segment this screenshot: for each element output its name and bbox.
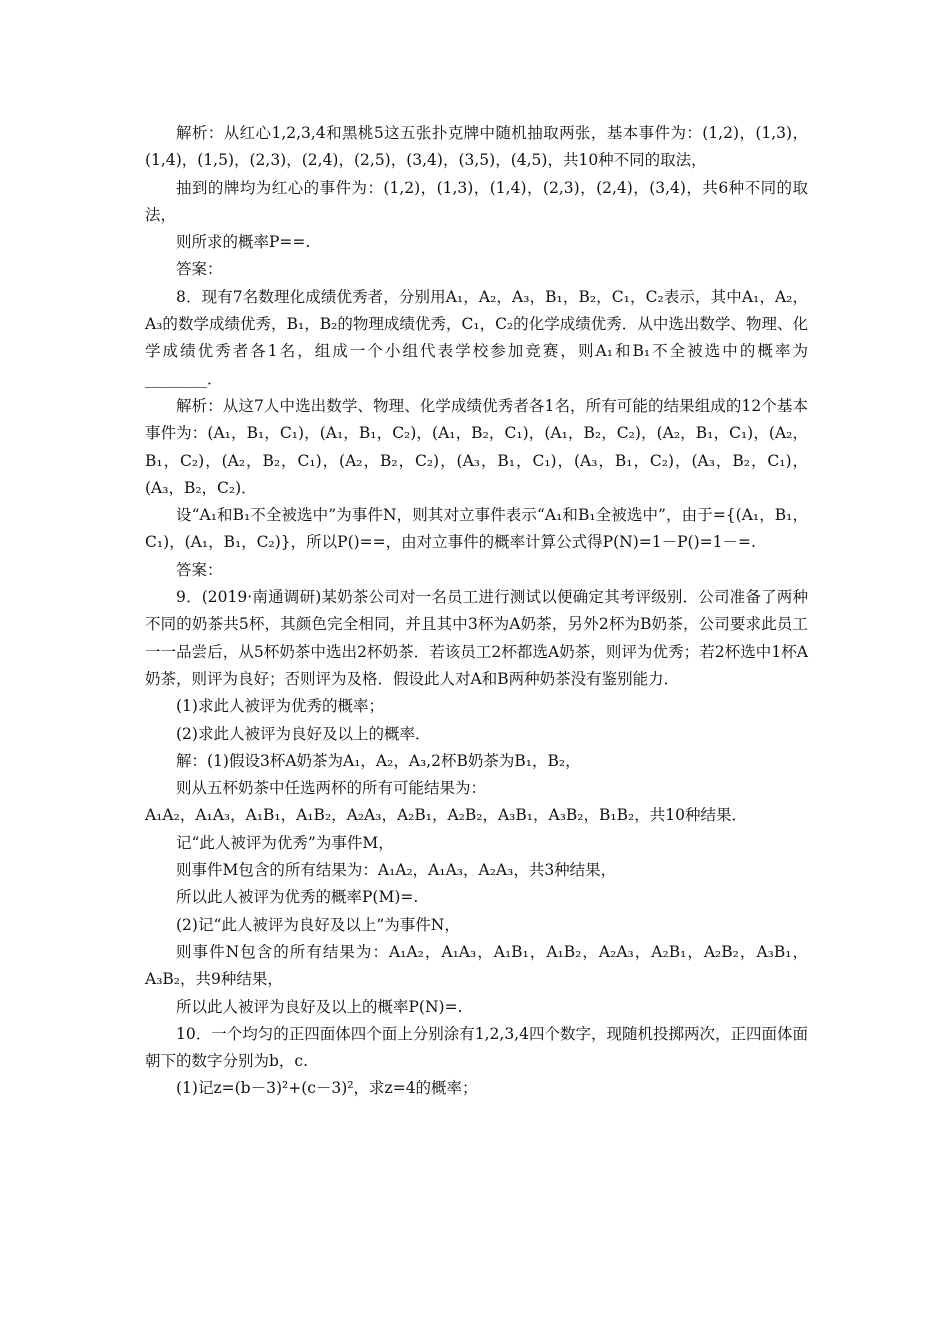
- paragraph: 解：(1)假设3杯A奶茶为A₁，A₂，A₃,2杯B奶茶为B₁，B₂，: [176, 751, 581, 770]
- paragraph: (2)求此人被评为良好及以上的概率．: [176, 724, 431, 743]
- paragraph: 则从五杯奶茶中任选两杯的所有可能结果为：: [176, 779, 487, 798]
- paragraph: 设“A₁和B₁不全被选中”为事件N，则其对立事件表示“A₁和B₁全被选中”，由于={(A₁，B₁，C₁)，(A₁，B₁，C₂)}，所以P()==，由对立事件的概率计算公式得P(N)=1－P()=1－=.: [145, 506, 808, 552]
- paragraph: 解析：从这7人中选出数学、物理、化学成绩优秀者各1名，所有可能的结果组成的12个基本事件为：(A₁，B₁，C₁)，(A₁，B₁，C₂)，(A₁，B₂，C₁)，(A₁，B₂，C₂)，(A₂，B₁，C₁)，(A₂，B₁，C₂)，(A₂，B₂，C₁)，(A₂，B₂，C₂)，(A₃，B₁，C₁)，(A₃，B₁，C₂)，(A₃，B₂，C₁)，(A₃，B₂，C₂)．: [145, 396, 808, 497]
- paragraph: (2)记“此人被评为良好及以上”为事件N，: [176, 915, 460, 934]
- paragraph: 抽到的牌均为红心的事件为：(1,2)，(1,3)，(1,4)，(2,3)，(2,4)，(3,4)，共6种不同的取法，: [145, 178, 808, 224]
- paragraph: 所以此人被评为良好及以上的概率P(N)=.: [176, 997, 463, 1016]
- paragraph: 所以此人被评为优秀的概率P(M)=.: [176, 888, 419, 907]
- paragraph: 记“此人被评为优秀”为事件M，: [176, 833, 394, 852]
- document-body: [145, 120, 808, 1103]
- paragraph: (1)求此人被评为优秀的概率；: [176, 697, 384, 716]
- paragraph: 答案：: [176, 560, 223, 579]
- paragraph: 10．一个均匀的正四面体四个面上分别涂有1,2,3,4四个数字，现随机投掷两次，正四面体面朝下的数字分别为b，c.: [145, 1024, 808, 1071]
- paragraph: 解析：从红心1,2,3,4和黑桃5这五张扑克牌中随机抽取两张，基本事件为：(1,2)，(1,3)，(1,4)，(1,5)，(2,3)，(2,4)，(2,5)，(3,4)，(3,5)，(4,5)，共10种不同的取法，: [145, 124, 808, 170]
- paragraph: 答案：: [176, 260, 223, 279]
- paragraph: 则事件N包含的所有结果为：A₁A₂，A₁A₃，A₁B₁，A₁B₂，A₂A₃，A₂B₁，A₂B₂，A₃B₁，A₃B₂，共9种结果，: [145, 942, 808, 989]
- paragraph: (1)记z=(b－3)²+(c－3)²，求z=4的概率；: [176, 1079, 478, 1098]
- paragraph: A₁A₂，A₁A₃，A₁B₁，A₁B₂，A₂A₃，A₂B₁，A₂B₂，A₃B₁，A₃B₂，B₁B₂，共10种结果．: [145, 806, 747, 825]
- paragraph: 则所求的概率P==.: [176, 233, 311, 252]
- paragraph: 9．(2019·南通调研)某奶茶公司对一名员工进行测试以便确定其考评级别．公司准备了两种不同的奶茶共5杯，其颜色完全相同，并且其中3杯为A奶茶，另外2杯为B奶茶，公司要求此员工一一品尝后，从5杯奶茶中选出2杯奶茶．若该员工2杯都选A奶茶，则评为优秀；若2杯选中1杯A奶茶，则评为良好；否则评为及格．假设此人对A和B两种奶茶没有鉴别能力．: [145, 588, 808, 688]
- paragraph: 8．现有7名数理化成绩优秀者，分别用A₁，A₂，A₃，B₁，B₂，C₁，C₂表示，其中A₁，A₂，A₃的数学成绩优秀，B₁，B₂的物理成绩优秀，C₁，C₂的化学成绩优秀．从中选出数学、物理、化学成绩优秀者各1名，组成一个小组代表学校参加竞赛，则A₁和B₁不全被选中的概率为________．: [145, 287, 808, 388]
- paragraph: 则事件M包含的所有结果为：A₁A₂，A₁A₃，A₂A₃，共3种结果，: [176, 861, 617, 880]
